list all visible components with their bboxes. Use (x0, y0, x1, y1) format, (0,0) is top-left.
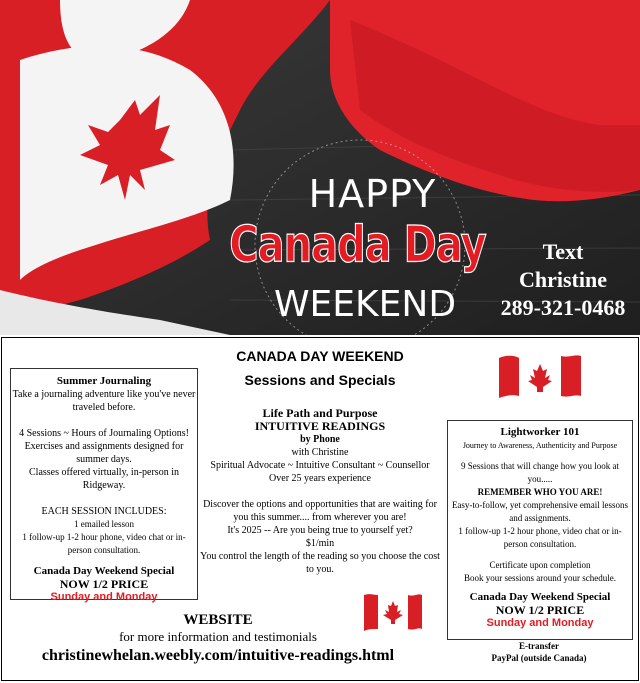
mid-line10: You control the length of the reading so you choose the cost to you. (200, 551, 440, 575)
payment-info (448, 640, 630, 664)
lightworker-title: Lightworker 101 (500, 426, 580, 438)
lightworker-book: Book your sessions around your schedule. (464, 573, 616, 583)
header-line2: Sessions and Specials (244, 372, 396, 388)
contact-text (488, 238, 638, 322)
happy-text: HAPPY (308, 172, 437, 216)
lightworker-sessions: 9 Sessions that will change how you look at you..... (461, 461, 619, 484)
mid-line1: Life Path and Purpose (262, 406, 378, 420)
intuitive-readings-section (195, 407, 445, 576)
payment-paypal: PayPal (outside Canada) (491, 653, 587, 663)
weekend-text: WEEKEND (273, 284, 457, 325)
summer-journaling-classes: Classes offered virtually, in-person in Ridgeway. (29, 467, 179, 491)
website-section (8, 612, 428, 665)
canada-flag-icon (497, 352, 583, 402)
lightworker-special: Canada Day Weekend Special (469, 591, 611, 603)
summer-journaling-title: Summer Journaling (56, 375, 152, 387)
header-line1: CANADA DAY WEEKEND (236, 348, 404, 364)
includes-followup: 1 follow-up 1-2 hour phone, video chat or in-person consultation. (22, 532, 186, 555)
payment-etransfer: E-transfer (519, 641, 559, 651)
mid-line9: $1/min (305, 538, 335, 549)
mid-line3: by Phone (300, 434, 340, 445)
lightworker-box (447, 420, 633, 640)
lightworker-followup: 1 follow-up 1-2 hour phone, video chat or in-person consultation. (458, 526, 622, 549)
mid-line7: Discover the options and opportunities that are waiting for you this summer.... from wherever you are! (203, 499, 437, 523)
summer-journaling-sessions: 4 Sessions ~ Hours of Journaling Options! Exercises and assignments designed for summer days. (19, 428, 189, 465)
lightworker-remember: REMEMBER WHO YOU ARE! (477, 487, 603, 497)
mid-line8: It's 2025 -- Are you being true to yourself yet? (227, 525, 413, 536)
mid-line6: Over 25 years experience (269, 473, 371, 484)
special-days: Sunday and Monday (50, 591, 158, 603)
banner (0, 0, 640, 335)
lightworker-days: Sunday and Monday (486, 617, 594, 629)
contact-name: Christine (519, 267, 607, 292)
contact-phone[interactable]: 289-321-0468 (500, 295, 626, 320)
special-price: NOW 1/2 PRICE (59, 577, 149, 591)
lightworker-cert: Certificate upon completion (489, 560, 591, 570)
website-link[interactable]: christinewhelan.weebly.com/intuitive-readings.html (41, 647, 395, 664)
text-label: Text (542, 239, 584, 264)
mid-line4: with Christine (291, 447, 349, 458)
special-title: Canada Day Weekend Special (33, 565, 175, 577)
canada-day-text: Canada Day (229, 216, 486, 274)
lightworker-subtitle: Journey to Awareness, Authenticity and Purpose (462, 441, 618, 450)
includes-heading: EACH SESSION INCLUDES: (41, 506, 167, 517)
website-heading: WEBSITE (183, 612, 253, 628)
includes-lesson: 1 emailed lesson (74, 519, 134, 529)
summer-journaling-box (10, 368, 198, 603)
summer-journaling-intro: Take a journaling adventure like you've never traveled before. (12, 389, 196, 413)
lightworker-price: NOW 1/2 PRICE (495, 603, 585, 617)
mid-line2: INTUITIVE READINGS (254, 419, 386, 433)
lightworker-desc: Easy-to-follow, yet comprehensive email lessons and assignments. (451, 500, 629, 523)
mid-line5: Spiritual Advocate ~ Intuitive Consultant ~ Counsellor (210, 460, 430, 471)
website-subtitle: for more information and testimonials (119, 629, 317, 644)
